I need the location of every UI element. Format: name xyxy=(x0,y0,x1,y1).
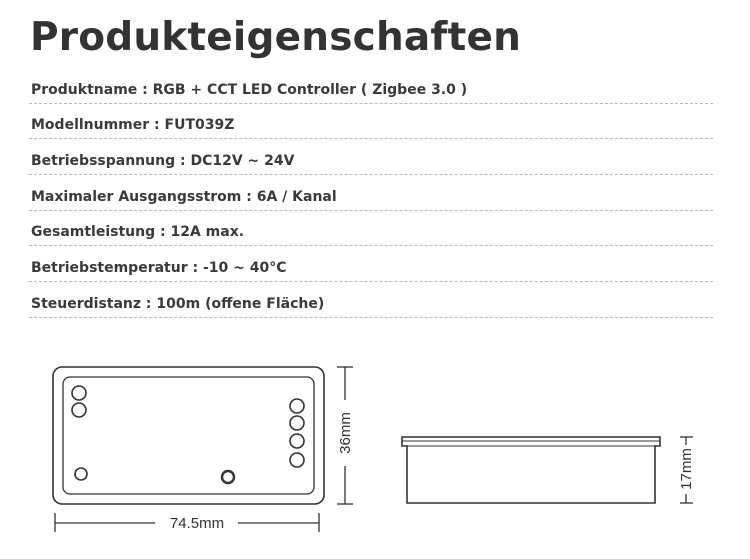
terminal-icon xyxy=(290,453,304,467)
spec-max-output-current: Maximaler Ausgangsstrom : 6A / Kanal xyxy=(31,188,337,205)
terminal-icon xyxy=(290,416,304,430)
controller-side-view xyxy=(402,437,660,503)
side-view-outline xyxy=(402,437,660,503)
led-indicator-icon xyxy=(222,471,234,483)
controller-inner-outline xyxy=(63,377,314,494)
width-dimension-label: 74.5mm xyxy=(169,515,225,532)
controller-outline xyxy=(53,367,324,504)
button-icon xyxy=(72,386,86,400)
terminal-icon xyxy=(290,434,304,448)
controller-top-view xyxy=(53,367,324,504)
spec-model-number: Modellnummer : FUT039Z xyxy=(31,117,235,134)
hole-icon xyxy=(75,468,87,480)
terminal-icon xyxy=(290,399,304,413)
depth-dimension-label: 17mm xyxy=(678,448,695,490)
button-icon xyxy=(72,403,86,417)
height-dimension-label: 36mm xyxy=(337,412,354,454)
spec-total-power: Gesamtleistung : 12A max. xyxy=(31,224,245,241)
page-title: Produkteigenschaften xyxy=(30,15,522,60)
spec-control-distance: Steuerdistanz : 100m (offene Fläche) xyxy=(31,295,325,312)
spec-operating-temperature: Betriebstemperatur : -10 ~ 40°C xyxy=(31,260,287,277)
spec-product-name: Produktname : RGB + CCT LED Controller ( Zigbee 3.0 ) xyxy=(31,81,468,98)
spec-operating-voltage: Betriebsspannung : DC12V ~ 24V xyxy=(31,153,295,170)
